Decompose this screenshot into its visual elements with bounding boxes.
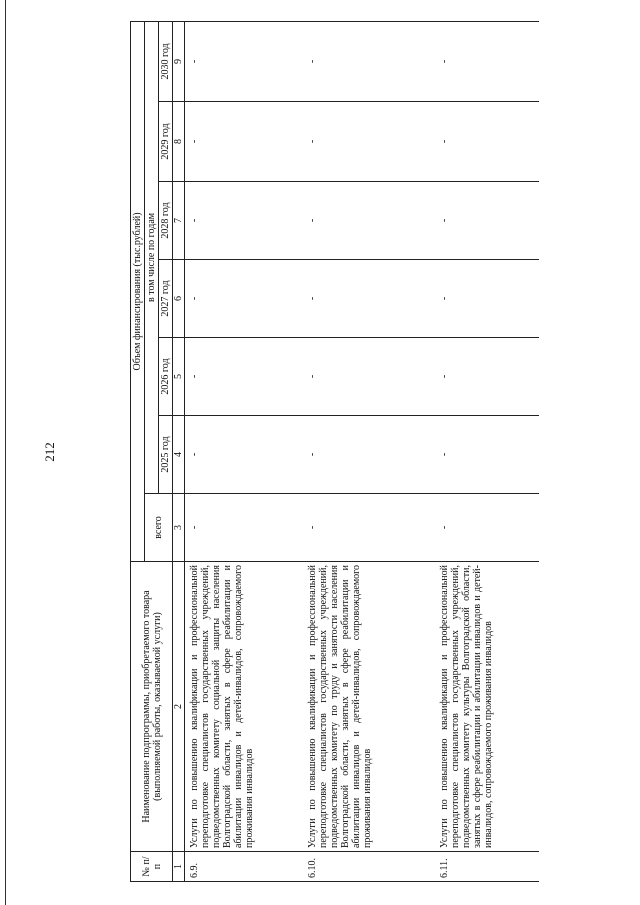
header-total: всего — [145, 494, 173, 562]
financing-table — [130, 21, 539, 882]
row-number: 6.10. — [303, 852, 435, 882]
header-year: 2030 год — [159, 21, 173, 101]
value-2025: - — [185, 416, 303, 494]
header-row-1 — [131, 21, 145, 881]
service-description: Услуги по повышению квалификации и профессиональной переподготовке специалистов государственных учреждений, подведомственных комитету по труду и занятости населения Волгоградской области, занятых в сфере реабилитации и абилитации инвалидов и детей-инвалидов, сопровождаемого проживания инвалидов — [303, 562, 435, 852]
value-2026: - — [303, 338, 435, 416]
value-2027: - — [303, 260, 435, 338]
header-year: 2025 год — [159, 416, 173, 494]
header-num: № п/п — [131, 852, 173, 882]
value-2030: - — [435, 21, 539, 101]
value-2029: - — [185, 102, 303, 182]
value-total: - — [435, 494, 539, 562]
value-2026: - — [435, 338, 539, 416]
value-2029: - — [303, 102, 435, 182]
value-2026: - — [185, 338, 303, 416]
table-row — [185, 21, 303, 881]
header-year: 2029 год — [159, 102, 173, 182]
value-2027: - — [185, 260, 303, 338]
rotated-sheet — [130, 22, 510, 882]
header-by-year: в том числе по годам — [145, 21, 159, 493]
value-2029: - — [435, 102, 539, 182]
header-year: 2028 год — [159, 182, 173, 260]
value-2027: - — [435, 260, 539, 338]
value-2030: - — [303, 21, 435, 101]
column-number: 8 — [173, 102, 185, 182]
value-2028: - — [435, 182, 539, 260]
column-number: 2 — [173, 562, 185, 852]
column-number: 1 — [173, 852, 185, 882]
row-number: 6.9. — [185, 852, 303, 882]
header-year: 2027 год — [159, 260, 173, 338]
value-total: - — [185, 494, 303, 562]
table-row — [435, 21, 539, 881]
service-description: Услуги по повышению квалификации и профессиональной переподготовке специалистов государственных учреждений, подведомственных комитету социальной защиты населения Волгоградской области, занятых в сфере реабилитации и абилитации инвалидов и детей-инвалидов, сопровождаемого проживания инвалидов — [185, 562, 303, 852]
page-number: 212 — [42, 442, 57, 462]
column-number: 6 — [173, 260, 185, 338]
column-number: 9 — [173, 21, 185, 101]
table-row — [303, 21, 435, 881]
row-number: 6.11. — [435, 852, 539, 882]
column-number-row — [173, 21, 185, 881]
page-edge-line — [5, 0, 6, 905]
value-2030: - — [185, 21, 303, 101]
service-description: Услуги по повышению квалификации и профессиональной переподготовке специалистов государственных учреждений, подведомственных комитету культуры Волгоградской области, занятых в сфере реабилитации и абилитации инвалидов и детей-инвалидов, сопровождаемого проживания инвалидов — [435, 562, 539, 852]
column-number: 5 — [173, 338, 185, 416]
value-total: - — [303, 494, 435, 562]
column-number: 3 — [173, 494, 185, 562]
value-2028: - — [185, 182, 303, 260]
value-2028: - — [303, 182, 435, 260]
column-number: 7 — [173, 182, 185, 260]
column-number: 4 — [173, 416, 185, 494]
header-name: Наименование подпрограммы, приобретаемого товара (выполняемой работы, оказываемой услуги) — [131, 562, 173, 852]
value-2025: - — [435, 416, 539, 494]
header-funding: Объем финансирования (тыс.рублей) — [131, 21, 145, 561]
header-year: 2026 год — [159, 338, 173, 416]
value-2025: - — [303, 416, 435, 494]
